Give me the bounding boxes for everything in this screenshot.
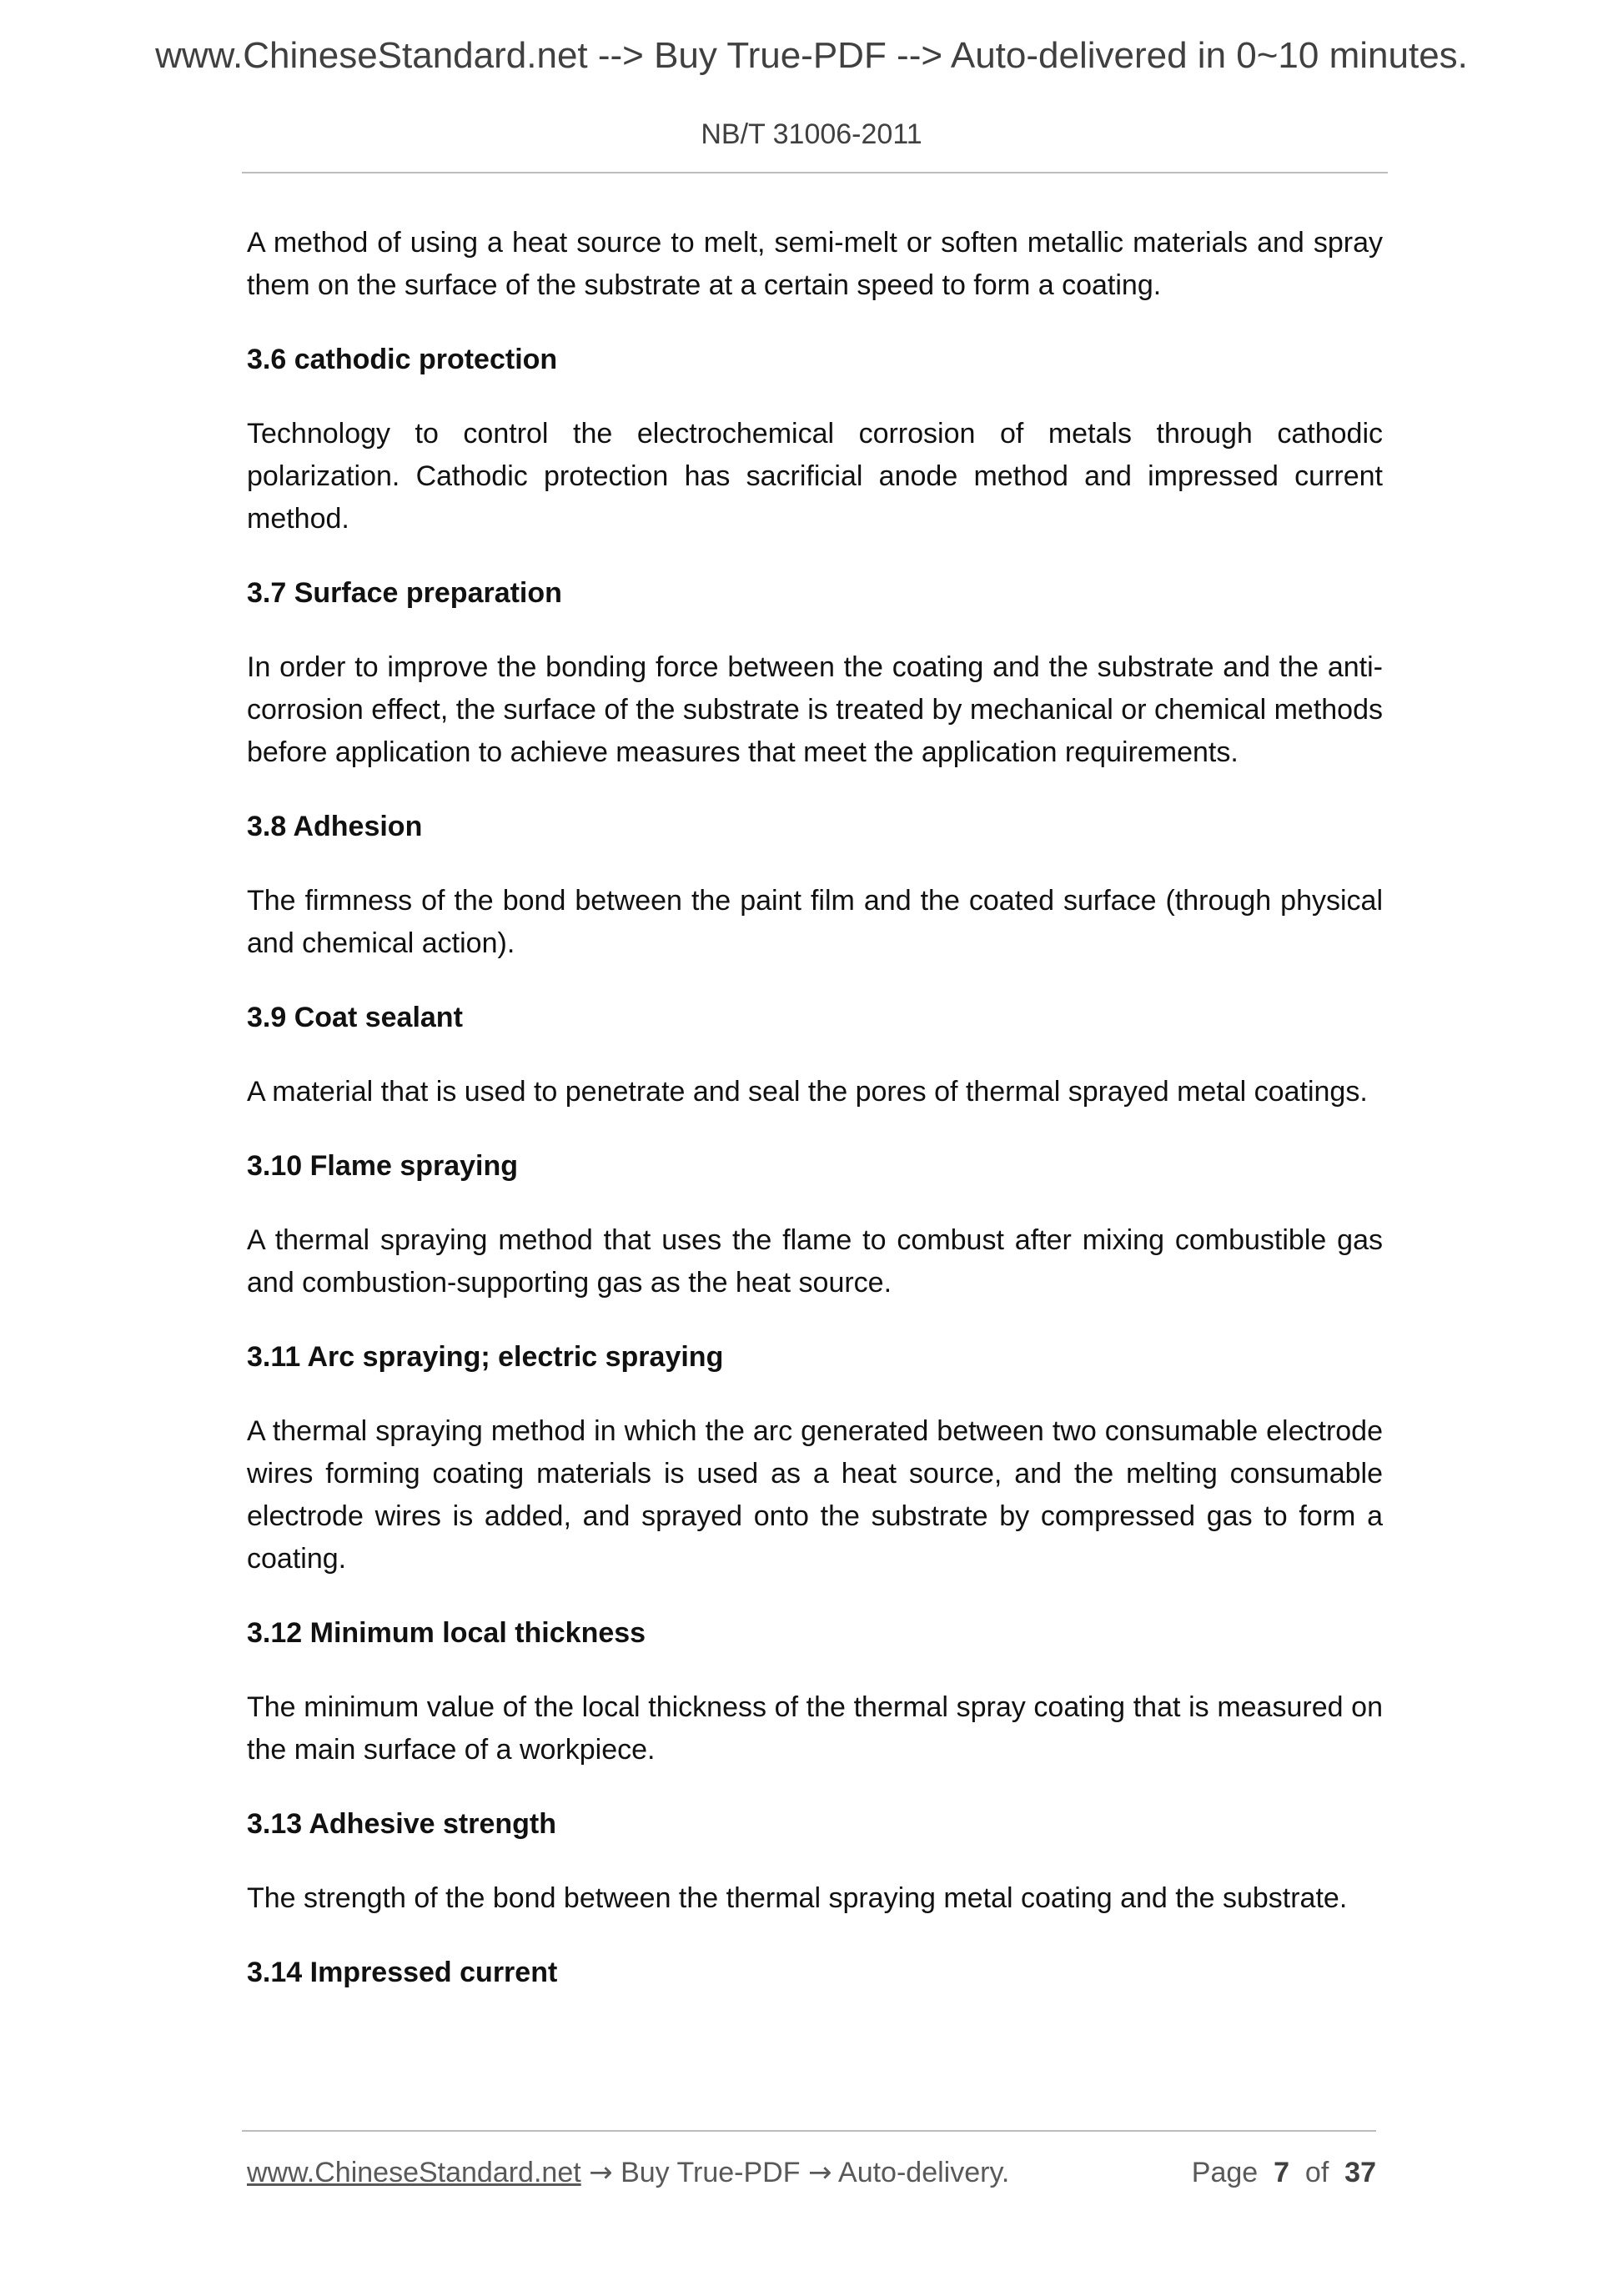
section-text-3-11: A thermal spraying method in which the arc generated between two consumable electrode wires forming coating materials is used as a heat source, and the melting consumable electrode wires is added, and sprayed onto the substrate by compressed gas to form a coating. bbox=[247, 1415, 1383, 1575]
section-text-3-10: A thermal spraying method that uses the flame to combust after mixing combustible gas and combustion-supporting gas as the heat source. bbox=[247, 1224, 1383, 1299]
header-divider bbox=[242, 172, 1388, 173]
section-heading-3-11: 3.11 Arc spraying; electric spraying bbox=[247, 1341, 724, 1373]
page-indicator bbox=[1192, 2152, 1376, 2193]
page-label: Page bbox=[1191, 2157, 1259, 2188]
arrow-right-icon: → bbox=[589, 2156, 613, 2189]
section-heading-3-10: 3.10 Flame spraying bbox=[247, 1150, 519, 1182]
section-text-3-9: A material that is used to penetrate and seal the pores of thermal sprayed metal coatings. bbox=[247, 1076, 1368, 1108]
footer-delivery-text: Auto-delivery. bbox=[838, 2157, 1010, 2188]
footer-promo bbox=[247, 2152, 1009, 2193]
footer-buy-text: Buy True-PDF bbox=[621, 2157, 801, 2188]
document-body bbox=[247, 222, 1383, 2026]
section-heading-3-8: 3.8 Adhesion bbox=[247, 811, 423, 842]
total-pages-number: 37 bbox=[1344, 2157, 1376, 2188]
section-text-3-7: In order to improve the bonding force between the coating and the substrate and the anti-corrosion effect, the surface of the substrate is treated by mechanical or chemical methods before application to achieve measures that meet the application requirements. bbox=[247, 651, 1383, 768]
section-text-3-12: The minimum value of the local thickness of the thermal spray coating that is measured on the main surface of a workpiece. bbox=[247, 1691, 1383, 1766]
section-heading-3-9: 3.9 Coat sealant bbox=[247, 1002, 463, 1033]
section-text-intro: A method of using a heat source to melt, semi-melt or soften metallic materials and spray them on the surface of the substrate at a certain speed to form a coating. bbox=[247, 227, 1383, 301]
footer-site-link[interactable]: www.ChineseStandard.net bbox=[247, 2157, 581, 2188]
document-code: NB/T 31006-2011 bbox=[701, 118, 922, 150]
section-heading-3-12: 3.12 Minimum local thickness bbox=[247, 1617, 646, 1649]
section-heading-3-7: 3.7 Surface preparation bbox=[247, 577, 562, 609]
section-heading-3-13: 3.13 Adhesive strength bbox=[247, 1808, 556, 1840]
section-heading-3-14: 3.14 Impressed current bbox=[247, 1957, 558, 1988]
arrow-right-icon: → bbox=[807, 2156, 832, 2189]
section-text-3-13: The strength of the bond between the thermal spraying metal coating and the substrate. bbox=[247, 1882, 1348, 1914]
page-of-label: of bbox=[1304, 2157, 1329, 2188]
current-page-number: 7 bbox=[1274, 2157, 1289, 2188]
footer-divider bbox=[242, 2130, 1376, 2132]
section-heading-3-6: 3.6 cathodic protection bbox=[247, 344, 558, 375]
section-text-3-6: Technology to control the electrochemical corrosion of metals through cathodic polarization. Cathodic protection has sacrificial anode method and impressed current method. bbox=[247, 418, 1383, 535]
top-banner: www.ChineseStandard.net --> Buy True-PDF --> Auto-delivered in 0~10 minutes. bbox=[155, 35, 1468, 76]
section-text-3-8: The firmness of the bond between the paint film and the coated surface (through physical and chemical action). bbox=[247, 885, 1383, 959]
